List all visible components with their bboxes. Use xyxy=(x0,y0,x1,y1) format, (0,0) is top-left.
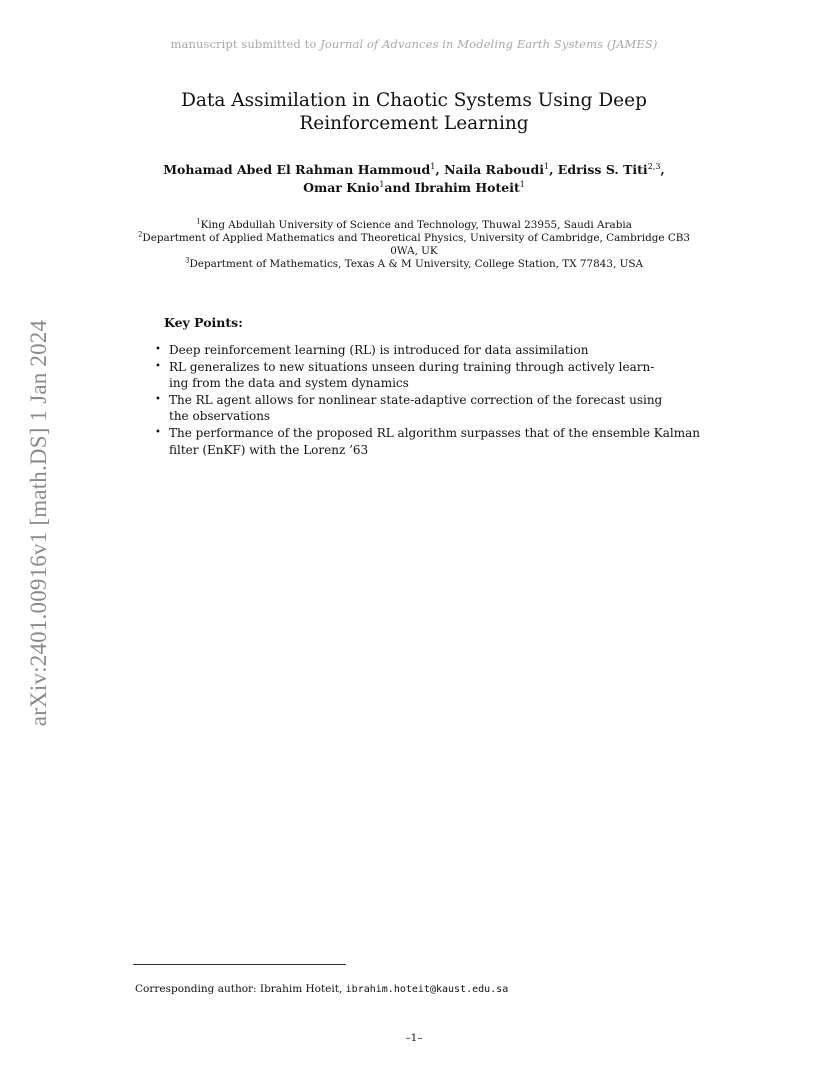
affiliation-2-cont: 0WA, UK xyxy=(390,245,438,257)
author-name: Naila Raboudi xyxy=(444,162,544,177)
page-number: –1– xyxy=(405,1032,423,1044)
author-line-1 xyxy=(80,161,748,179)
list-item-text xyxy=(169,425,700,458)
list-item-text xyxy=(169,342,700,359)
affiliations xyxy=(60,219,768,271)
title-line-2: Reinforcement Learning xyxy=(299,113,529,134)
text-line: RL generalizes to new situations unseen during training through actively learn- xyxy=(169,359,655,374)
arxiv-id-text: arXiv:2401.00916v1 [math.DS] 1 Jan 2024 xyxy=(26,319,51,727)
author-affil-sup: 1 xyxy=(379,179,385,189)
author-separator: , xyxy=(660,162,665,177)
footnote-label: Corresponding author: Ibrahim Hoteit, xyxy=(135,983,346,995)
author-line-2 xyxy=(80,179,748,197)
title-line-1: Data Assimilation in Chaotic Systems Using Deep xyxy=(181,90,647,111)
affil-text: Department of Mathematics, Texas A & M University, College Station, TX 77843, USA xyxy=(189,258,643,270)
bullet-icon: • xyxy=(155,344,161,355)
author-email-link[interactable]: ibrahim.hoteit@kaust.edu.sa xyxy=(345,984,509,995)
text-line: filter (EnKF) with the Lorenz ’63 xyxy=(169,442,369,457)
bullet-icon: • xyxy=(155,393,161,405)
text-line: Deep reinforcement learning (RL) is introduced for data assimilation xyxy=(169,343,589,357)
affiliation-3 xyxy=(60,258,768,271)
affiliation-2 xyxy=(60,232,768,245)
author-name: Mohamad Abed El Rahman Hammoud xyxy=(163,162,431,177)
bullet-icon: • xyxy=(155,360,161,372)
affil-sup: 2 xyxy=(137,230,143,239)
text-line: ing from the data and system dynamics xyxy=(169,376,409,391)
list-item-text xyxy=(169,392,700,425)
list-item-text xyxy=(169,359,700,392)
author-list xyxy=(80,161,748,197)
list-item xyxy=(155,342,700,359)
header-prefix: manuscript submitted to xyxy=(170,37,321,51)
key-points-list xyxy=(155,342,700,458)
author-name: Edriss S. Titi xyxy=(557,162,648,177)
author-separator: , xyxy=(549,162,558,177)
affil-sup: 3 xyxy=(185,256,190,265)
author-separator: , xyxy=(435,162,445,177)
author-affil-sup: 1 xyxy=(519,179,525,189)
paper-title xyxy=(100,89,728,135)
text-line: the observations xyxy=(169,409,271,424)
list-item xyxy=(155,425,700,458)
footnote-divider xyxy=(133,964,346,965)
journal-name: Journal of Advances in Modeling Earth Systems (JAMES) xyxy=(320,37,658,51)
arxiv-side-identifier xyxy=(24,283,54,763)
affiliation-1 xyxy=(60,219,768,232)
affil-text: King Abdullah University of Science and Technology, Thuwal 23955, Saudi Arabia xyxy=(200,219,632,231)
author-affil-sup: 1 xyxy=(430,161,436,171)
affil-sup: 1 xyxy=(196,217,201,226)
bullet-icon: • xyxy=(155,426,161,438)
text-line: The performance of the proposed RL algorithm surpasses that of the ensemble Kalman xyxy=(169,425,701,440)
author-name: Omar Knio xyxy=(303,180,380,195)
corresponding-author-footnote xyxy=(135,983,508,995)
list-item xyxy=(155,392,700,425)
manuscript-header xyxy=(0,37,828,51)
author-affil-sup: 2,3 xyxy=(647,161,661,171)
author-name: and Ibrahim Hoteit xyxy=(384,180,520,195)
key-points-heading: Key Points: xyxy=(164,315,243,330)
list-item xyxy=(155,359,700,392)
affil-text: Department of Applied Mathematics and Theoretical Physics, University of Cambridge, Cambridge CB3 xyxy=(142,232,691,244)
text-line: The RL agent allows for nonlinear state-adaptive correction of the forecast using xyxy=(169,392,663,407)
author-affil-sup: 1 xyxy=(543,161,550,171)
